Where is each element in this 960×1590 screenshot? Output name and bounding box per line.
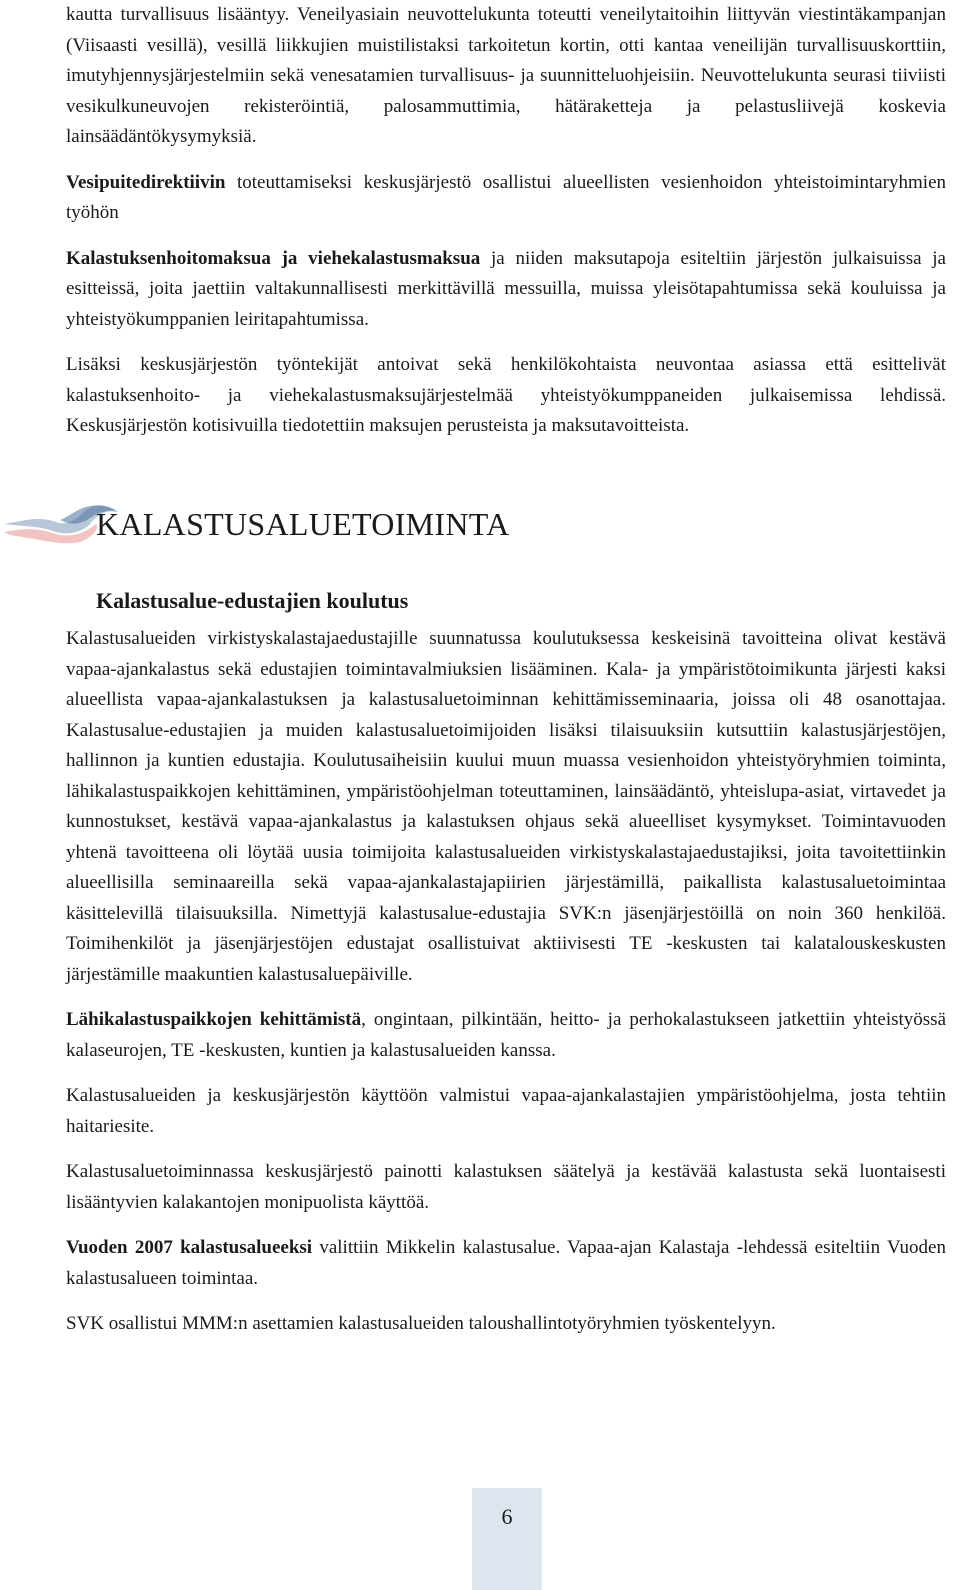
page-number-box — [472, 1488, 542, 1590]
body-paragraph-6: SVK osallistui MMM:n asettamien kalastusalueiden taloushallintotyöryhmien työskentelyyn. — [66, 1313, 776, 1334]
body-paragraph-3: Kalastusalueiden ja keskusjärjestön käyttöön valmistui vapaa-ajankalastajien ympäristöohjelma, josta tehtiin haitariesite. — [66, 1085, 946, 1137]
intro-paragraph-2 — [66, 168, 946, 229]
intro-paragraph-1 — [66, 0, 946, 153]
intro-paragraph-4-text: Lisäksi keskusjärjestön työntekijät antoivat sekä henkilökohtaista neuvontaa asiassa että esittelivät kalastuksenhoito- ja viehekalastusmaksujärjestelmää yhteistyökumppaneiden julkaisemissa lehdissä. Keskusjärjestön kotisivuilla tiedotettiin maksujen perusteista ja maksutavoitteista. — [66, 354, 946, 436]
intro-paragraph-3-lead: Kalastuksenhoitomaksua ja viehekalastusmaksua — [66, 247, 481, 269]
intro-paragraph-3 — [66, 244, 946, 336]
body-paragraph-2-text: , ongintaan, pilkintään, heitto- ja perhokalastukseen jatkettiin yhteistyössä kalaseurojen, TE -keskusten, kuntien ja kalastusalueiden kanssa. — [66, 1009, 946, 1061]
intro-paragraph-1-text: kautta turvallisuus lisääntyy. Veneilyasiain neuvottelukunta toteutti veneilytaitoihin liittyvän viestintäkampanjan (Viisaasti vesillä), vesillä liikkujien muistilistaksi tarkoitetun kortin, otti kantaa veneilijän turvallisuuskorttiin, imutyhjennysjärjestelmiin sekä venesatamien turvallisuus- ja suunnitteluohjeisiin. Neuvottelukunta seurasi tiiviisti vesikulkuneuvojen rekisteröintiä, palosammuttimia, hätäraketteja ja pelastusliivejä koskevia lainsäädäntökysymyksiä. — [66, 4, 946, 147]
page-number: 6 — [501, 1504, 513, 1529]
section-title: KALASTUSALUETOIMINTA — [96, 506, 510, 542]
section-body — [66, 624, 946, 1340]
body-paragraph-5-lead: Vuoden 2007 kalastusalueeksi — [66, 1237, 313, 1258]
body-paragraph-2-lead: Lähikalastuspaikkojen kehittämistä — [66, 1009, 362, 1030]
intro-paragraph-2-lead: Vesipuitedirektiivin — [66, 171, 226, 193]
intro-block — [66, 0, 946, 442]
body-paragraph-2 — [66, 1005, 946, 1066]
intro-paragraph-3-text: ja niiden maksutapoja esiteltiin järjestön julkaisuissa ja esitteissä, joita jaettiin valtakunnallisesti merkittävillä messuilla, muissa yleisötapahtumissa sekä kouluissa ja yhteistyökumppanien leiritapahtumissa. — [66, 247, 946, 330]
body-paragraph-4: Kalastusaluetoiminnassa keskusjärjestö painotti kalastuksen säätelyä ja kestävää kalastusta sekä luontaisesti lisääntyvien kalakantojen monipuolista käyttöä. — [66, 1161, 946, 1213]
body-paragraph-1: Kalastusalueiden virkistyskalastajaedustajille suunnatussa koulutuksessa keskeisinä tavoitteina olivat kestävä vapaa-ajankalastus sekä edustajien toimintavalmiuksien lisääminen. Kala- ja ympäristötoimikunta järjesti kaksi alueellista vapaa-ajankalastuksen ja kalastusaluetoiminnan kehittämisseminaaria, joissa oli 48 osanottajaa. Kalastusalue-edustajien ja muiden kalastusaluetoimijoiden lisäksi tilaisuuksiin kutsuttiin kalastusjärjestöjen, hallinnon ja kuntien edustajia. Koulutusaiheisiin kuului muun muassa vesienhoidon yhteistyöryhmien toiminta, lähikalastuspaikkojen kehittäminen, ympäristöohjelman toteuttaminen, lainsäädäntö, yhteislupa-asiat, virtavedet ja kunnostukset, kestävä vapaa-ajankalastus ja kalastuksen ohjaus sekä alueelliset kysymykset. Toimintavuoden yhtenä tavoitteena oli löytää uusia toimijoita kalastusalueiden virkistyskalastajaedustajiksi, joita tavoitettiinkin alueellisilla seminaareilla sekä vapaa-ajankalastajapiirien järjestämillä, paikallista kalastusaluetoimintaa käsittelevillä tilaisuuksilla. Nimettyjä kalastusalue-edustajia SVK:n jäsenjärjestöillä on noin 360 henkilöä. Toimihenkilöt ja jäsenjärjestöjen edustajat osallistuivat aktiivisesti TE -keskusten tai kalatalouskeskusten järjestämille maakuntien kalastusaluepäiville. — [66, 628, 946, 985]
section-subtitle: Kalastusalue-edustajien koulutus — [96, 588, 409, 613]
body-paragraph-5-text: valittiin Mikkelin kalastusalue. Vapaa-ajan Kalastaja -lehdessä esiteltiin Vuoden kalastusalueen toimintaa. — [66, 1237, 946, 1289]
body-paragraph-5 — [66, 1233, 946, 1294]
intro-paragraph-2-text: toteuttamiseksi keskusjärjestö osallistui alueellisten vesienhoidon yhteistoimintaryhmien työhön — [66, 171, 946, 223]
intro-paragraph-4 — [66, 350, 946, 442]
